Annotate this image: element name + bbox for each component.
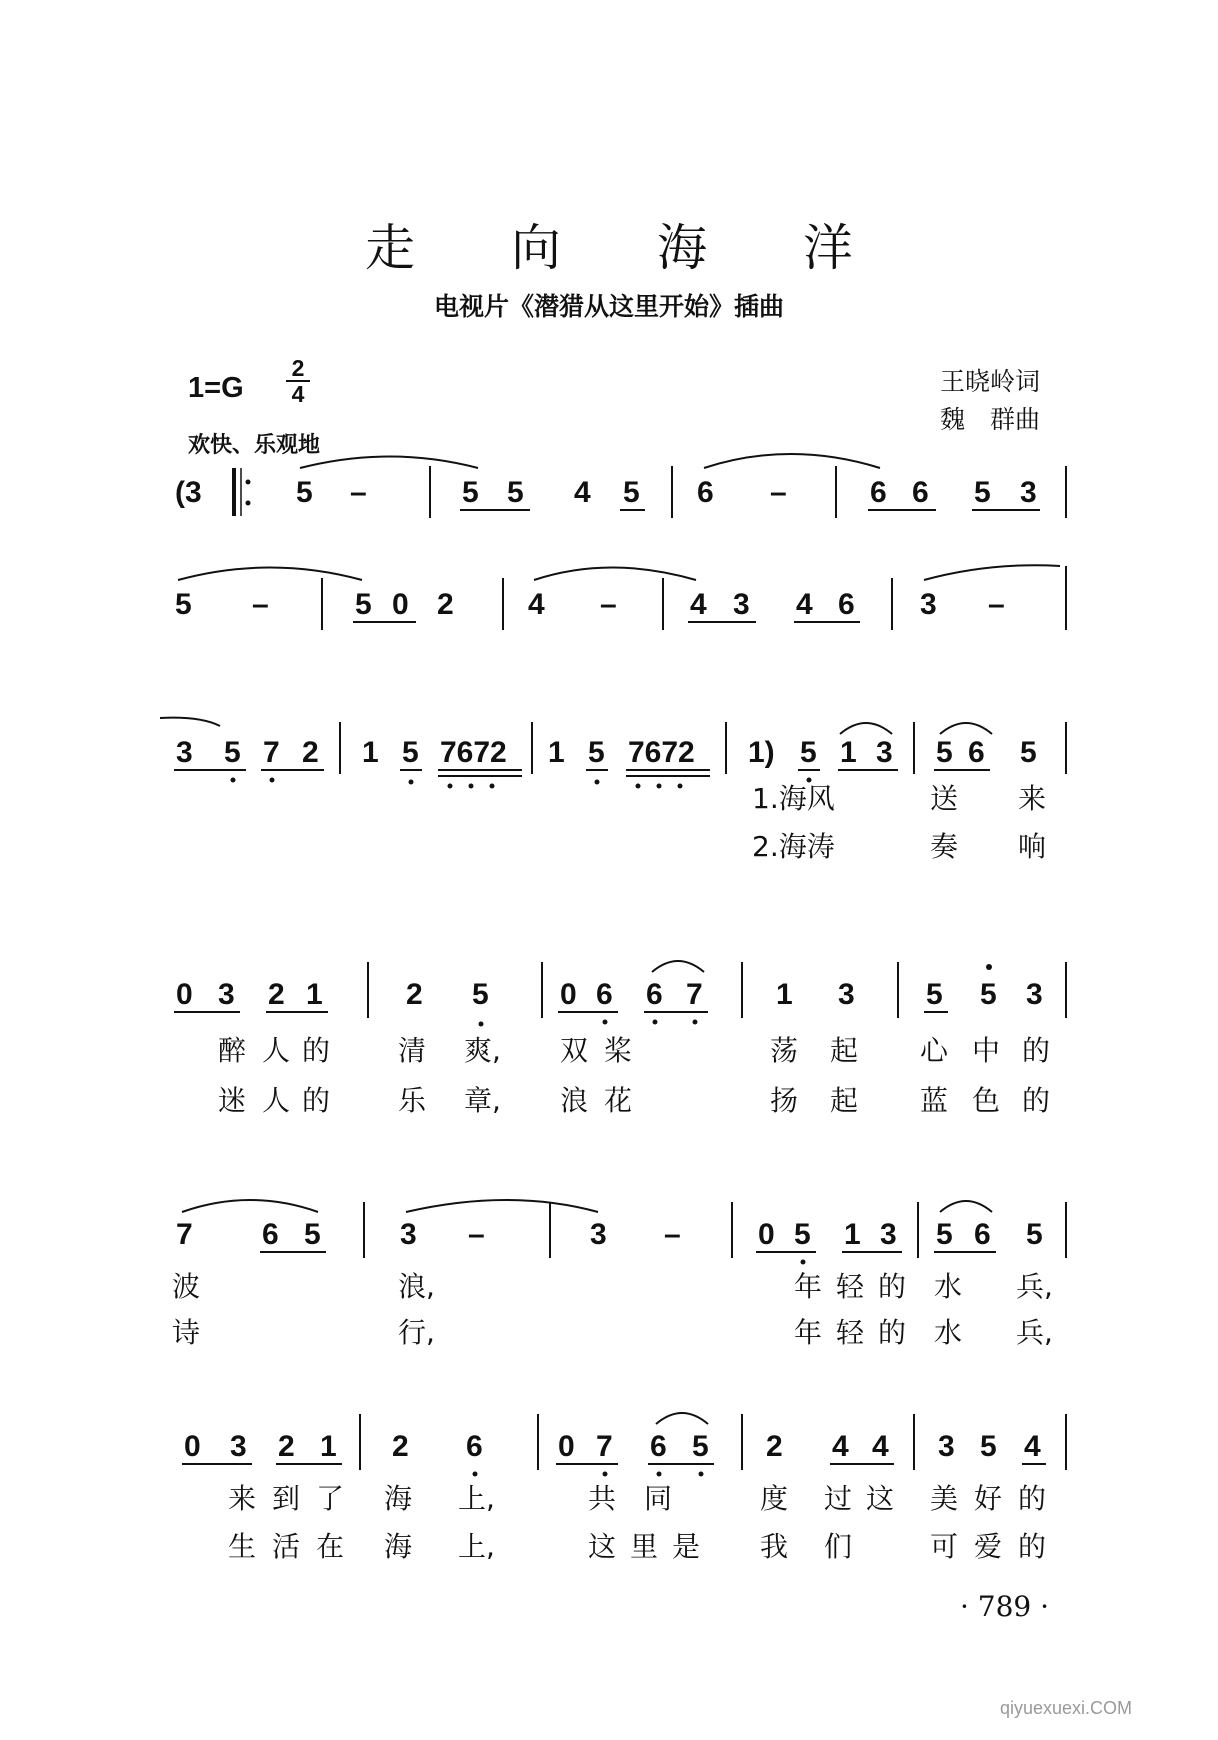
score-line-6 — [182, 1413, 1066, 1563]
low-octave-dot — [479, 1022, 484, 1027]
lyric: 的 — [1022, 1084, 1051, 1117]
note: 3 — [920, 588, 937, 621]
lyric: 共 — [588, 1482, 617, 1515]
low-octave-dot — [678, 784, 683, 789]
note: 0 — [392, 588, 409, 621]
note: 7 — [263, 736, 280, 769]
lyric: 2.海涛 — [752, 830, 835, 863]
note: 5 — [224, 736, 241, 769]
site-watermark: qiyuexuexi.COM — [1000, 1698, 1133, 1718]
score-line-3 — [160, 718, 1066, 863]
tie-start — [924, 565, 1060, 580]
note: 2 — [437, 588, 454, 621]
note: 1 — [840, 736, 857, 769]
lyric: 到 — [272, 1482, 301, 1515]
low-octave-dot — [699, 1472, 704, 1477]
note: 4 — [832, 1430, 849, 1463]
note: 1 — [320, 1430, 337, 1463]
lyric: 扬 — [770, 1084, 799, 1117]
note: 0 — [184, 1430, 201, 1463]
lyric: 浪 — [560, 1084, 589, 1117]
lyric: 中 — [972, 1034, 1001, 1067]
low-octave-dot — [595, 780, 600, 785]
lyric: 海 — [384, 1530, 413, 1563]
note: 5 — [175, 588, 192, 621]
note: 4 — [872, 1430, 889, 1463]
score-line-1 — [175, 454, 1066, 518]
lyric: 在 — [316, 1530, 345, 1563]
lyric: 水 — [934, 1270, 963, 1303]
note: 3 — [590, 1218, 607, 1251]
note: – — [468, 1218, 485, 1251]
lyric: 好 — [974, 1482, 1003, 1515]
note: 5 — [296, 476, 313, 509]
note: 3 — [938, 1430, 955, 1463]
note: 5 — [588, 736, 605, 769]
note: 5 — [936, 1218, 953, 1251]
lyric: 轻 — [836, 1270, 865, 1303]
note: 3 — [1026, 978, 1043, 1011]
note: 2 — [392, 1430, 409, 1463]
note: 4 — [690, 588, 707, 621]
lyric: 醉 — [218, 1034, 247, 1067]
low-octave-dot — [636, 784, 641, 789]
lyric: 轻 — [836, 1316, 865, 1349]
note: 3 — [218, 978, 235, 1011]
note: 6 — [650, 1430, 667, 1463]
note: 5 — [692, 1430, 709, 1463]
note: 7672 — [628, 736, 695, 769]
lyric: 的 — [1018, 1530, 1047, 1563]
note: 3 — [733, 588, 750, 621]
lyric: 浪, — [398, 1270, 435, 1303]
low-octave-dot — [603, 1020, 608, 1025]
note: 6 — [262, 1218, 279, 1251]
lyric: 里 — [630, 1530, 659, 1563]
note: 7 — [686, 978, 703, 1011]
slur — [704, 454, 880, 468]
lyric: 桨 — [604, 1034, 633, 1067]
note: 4 — [528, 588, 545, 621]
note: 0 — [758, 1218, 775, 1251]
song-title: 走 向 海 洋 — [365, 219, 893, 277]
slur — [656, 1413, 708, 1424]
note: 0 — [560, 978, 577, 1011]
lyric: 奏 — [930, 830, 959, 863]
note: 5 — [800, 736, 817, 769]
lyric: 起 — [830, 1084, 859, 1117]
slur — [652, 961, 704, 972]
score-line-4 — [174, 961, 1066, 1117]
note: 3 — [400, 1218, 417, 1251]
slur — [178, 568, 362, 581]
note: 2 — [278, 1430, 295, 1463]
lyric: 行, — [398, 1316, 435, 1349]
note: 5 — [980, 978, 997, 1011]
note: 6 — [870, 476, 887, 509]
song-subtitle: 电视片《潜猎从这里开始》插曲 — [433, 292, 784, 321]
low-octave-dot — [473, 1472, 478, 1477]
note: 5 — [936, 736, 953, 769]
note: 4 — [796, 588, 813, 621]
lyric: 可 — [930, 1530, 959, 1563]
lyric: 的 — [1022, 1034, 1051, 1067]
lyric: 的 — [302, 1084, 331, 1117]
note: 1 — [362, 736, 379, 769]
note: 3 — [230, 1430, 247, 1463]
note: – — [350, 476, 367, 509]
dot — [986, 964, 992, 970]
note: 4 — [574, 476, 591, 509]
lyric: 美 — [930, 1482, 959, 1515]
low-octave-dot — [469, 784, 474, 789]
lyric: 上, — [458, 1482, 495, 1515]
note: 5 — [1020, 736, 1037, 769]
low-octave-dot — [657, 1472, 662, 1477]
lyric: 爱 — [974, 1530, 1003, 1563]
note: 6 — [912, 476, 929, 509]
note: 2 — [406, 978, 423, 1011]
lyric: 的 — [878, 1316, 907, 1349]
lyric: 生 — [228, 1530, 257, 1563]
note: 6 — [646, 978, 663, 1011]
note: 3 — [1020, 476, 1037, 509]
lyric: 来 — [228, 1482, 257, 1515]
note: 2 — [302, 736, 319, 769]
note: (3 — [175, 476, 202, 509]
meter-top: 2 — [291, 355, 305, 381]
note: 6 — [596, 978, 613, 1011]
note: 6 — [838, 588, 855, 621]
lyric: 年 — [794, 1270, 823, 1303]
note: 1 — [776, 978, 793, 1011]
lyric: 兵, — [1016, 1270, 1053, 1303]
note: 2 — [268, 978, 285, 1011]
lyric: 清 — [398, 1034, 427, 1067]
slur — [940, 1201, 992, 1212]
lyric: 这 — [866, 1482, 895, 1515]
lyric: 的 — [1018, 1482, 1047, 1515]
lyric: 诗 — [172, 1316, 201, 1349]
note: 5 — [472, 978, 489, 1011]
note: 1 — [306, 978, 323, 1011]
note: – — [988, 588, 1005, 621]
low-octave-dot — [603, 1472, 608, 1477]
lyric: 乐 — [398, 1084, 427, 1117]
lyric: 起 — [830, 1034, 859, 1067]
note: 2 — [766, 1430, 783, 1463]
lyric: 的 — [878, 1270, 907, 1303]
lyric: 蓝 — [920, 1084, 949, 1117]
repeat-dot — [246, 501, 251, 506]
low-octave-dot — [231, 778, 236, 783]
lyric: 1.海风 — [752, 782, 835, 815]
lyric: 度 — [760, 1482, 789, 1515]
lyric: 我 — [760, 1530, 789, 1563]
lyric: 迷 — [218, 1084, 247, 1117]
note: 5 — [926, 978, 943, 1011]
note: – — [770, 476, 787, 509]
lyric: 花 — [604, 1084, 633, 1117]
repeat-dot — [246, 480, 251, 485]
slur — [940, 723, 992, 734]
note: 7 — [176, 1218, 193, 1251]
low-octave-dot — [693, 1020, 698, 1025]
low-octave-dot — [409, 780, 414, 785]
key-signature: 1=G — [188, 372, 244, 404]
lyric: 同 — [644, 1482, 673, 1515]
slur — [840, 723, 892, 734]
lyric: 活 — [272, 1530, 301, 1563]
note: 4 — [1024, 1430, 1041, 1463]
note: 1 — [844, 1218, 861, 1251]
note: 5 — [402, 736, 419, 769]
lyric: 海 — [384, 1482, 413, 1515]
note: 5 — [974, 476, 991, 509]
note: 5 — [304, 1218, 321, 1251]
score-line-5 — [172, 1200, 1066, 1349]
note: 3 — [176, 736, 193, 769]
lyric: 了 — [316, 1482, 345, 1515]
low-octave-dot — [801, 1260, 806, 1265]
lyric: 来 — [1018, 782, 1047, 815]
lyric: 这 — [588, 1530, 617, 1563]
note: 5 — [1026, 1218, 1043, 1251]
lyric: 人 — [262, 1084, 291, 1117]
note: 3 — [838, 978, 855, 1011]
meter-bottom: 4 — [291, 381, 305, 407]
slur — [182, 1200, 318, 1212]
low-octave-dot — [653, 1020, 658, 1025]
note: 6 — [466, 1430, 483, 1463]
lyric: 爽, — [464, 1034, 501, 1067]
score-line-2 — [175, 565, 1066, 630]
note: 7 — [596, 1430, 613, 1463]
note: 5 — [794, 1218, 811, 1251]
low-octave-dot — [270, 778, 275, 783]
lyric: 荡 — [770, 1034, 799, 1067]
composer-credit: 魏 群曲 — [940, 405, 1041, 434]
lyric: 的 — [302, 1034, 331, 1067]
lyric: 色 — [972, 1084, 1001, 1117]
repeat-barline — [232, 468, 236, 516]
low-octave-dot — [448, 784, 453, 789]
low-octave-dot — [657, 784, 662, 789]
note: – — [600, 588, 617, 621]
note: 3 — [880, 1218, 897, 1251]
lyric: 水 — [934, 1316, 963, 1349]
lyricist-credit: 王晓岭词 — [940, 367, 1041, 396]
note: 6 — [968, 736, 985, 769]
note: 5 — [507, 476, 524, 509]
lyric: 响 — [1018, 830, 1047, 863]
lyric: 人 — [262, 1034, 291, 1067]
note: 6 — [697, 476, 714, 509]
lyric: 心 — [920, 1034, 949, 1067]
lyric: 过 — [824, 1482, 853, 1515]
slur — [406, 1200, 598, 1212]
note: – — [252, 588, 269, 621]
lyric: 波 — [172, 1270, 201, 1303]
lyric: 年 — [794, 1316, 823, 1349]
lyric: 送 — [930, 782, 959, 815]
low-octave-dot — [490, 784, 495, 789]
note: 5 — [623, 476, 640, 509]
slur — [300, 457, 478, 469]
note: 6 — [974, 1218, 991, 1251]
note: 5 — [462, 476, 479, 509]
lyric: 双 — [560, 1034, 589, 1067]
lyric: 兵, — [1016, 1316, 1053, 1349]
lyric: 是 — [672, 1530, 701, 1563]
note: 7672 — [440, 736, 507, 769]
tie-end — [160, 718, 220, 726]
note: – — [664, 1218, 681, 1251]
lyric: 们 — [824, 1530, 853, 1563]
note: 1) — [748, 736, 775, 769]
lyric: 上, — [458, 1530, 495, 1563]
page-number: · 789 · — [960, 1590, 1050, 1623]
lyric: 章, — [464, 1084, 501, 1117]
note: 5 — [355, 588, 372, 621]
note: 5 — [980, 1430, 997, 1463]
slur — [534, 568, 696, 581]
tempo-marking: 欢快、乐观地 — [188, 433, 321, 458]
note: 3 — [876, 736, 893, 769]
note: 0 — [176, 978, 193, 1011]
note: 1 — [548, 736, 565, 769]
note: 0 — [558, 1430, 575, 1463]
